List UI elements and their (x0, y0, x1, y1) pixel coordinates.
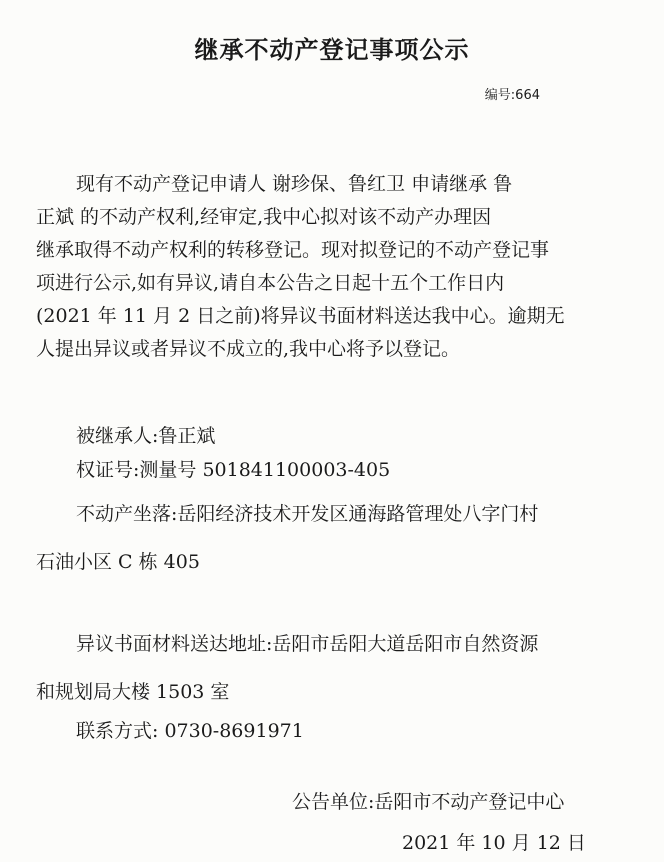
objection-address (36, 620, 636, 716)
contact-line (36, 715, 636, 748)
document-number: 编号:664 (484, 88, 540, 103)
contact-text: 联系方式: 0730-8691971 (76, 720, 304, 742)
certificate-line (36, 454, 636, 487)
address-line: 异议书面材料送达地址:岳阳市岳阳大道岳阳市自然资源 (76, 633, 539, 655)
paragraph-line: 项进行公示,如有异议,请自本公告之日起十五个工作日内 (36, 272, 505, 294)
main-paragraph (36, 168, 636, 366)
decedent-line (36, 420, 636, 453)
location-line: 石油小区 C 栋 405 (36, 551, 200, 573)
certificate-text: 权证号:测量号 501841100003-405 (76, 459, 391, 481)
issue-date: 2021 年 10 月 12 日 (402, 832, 586, 854)
paragraph-line: 继承取得不动产权利的转移登记。现对拟登记的不动产登记事 (36, 239, 550, 261)
document-title: 继承不动产登记事项公示 (194, 36, 470, 64)
property-location (36, 490, 636, 586)
paragraph-line: 现有不动产登记申请人 谢珍保、鲁红卫 申请继承 鲁 (76, 173, 513, 195)
issuer: 公告单位:岳阳市不动产登记中心 (292, 791, 565, 813)
decedent-text: 被继承人:鲁正斌 (76, 425, 216, 447)
paragraph-line: 正斌 的不动产权利,经审定,我中心拟对该不动产办理因 (36, 206, 492, 228)
paragraph-line: 人提出异议或者异议不成立的,我中心将予以登记。 (36, 338, 461, 360)
paragraph-line: (2021 年 11 月 2 日之前)将异议书面材料送达我中心。逾期无 (36, 305, 565, 327)
address-line: 和规划局大楼 1503 室 (36, 681, 230, 703)
location-line: 不动产坐落:岳阳经济技术开发区通海路管理处八字门村 (76, 503, 539, 525)
